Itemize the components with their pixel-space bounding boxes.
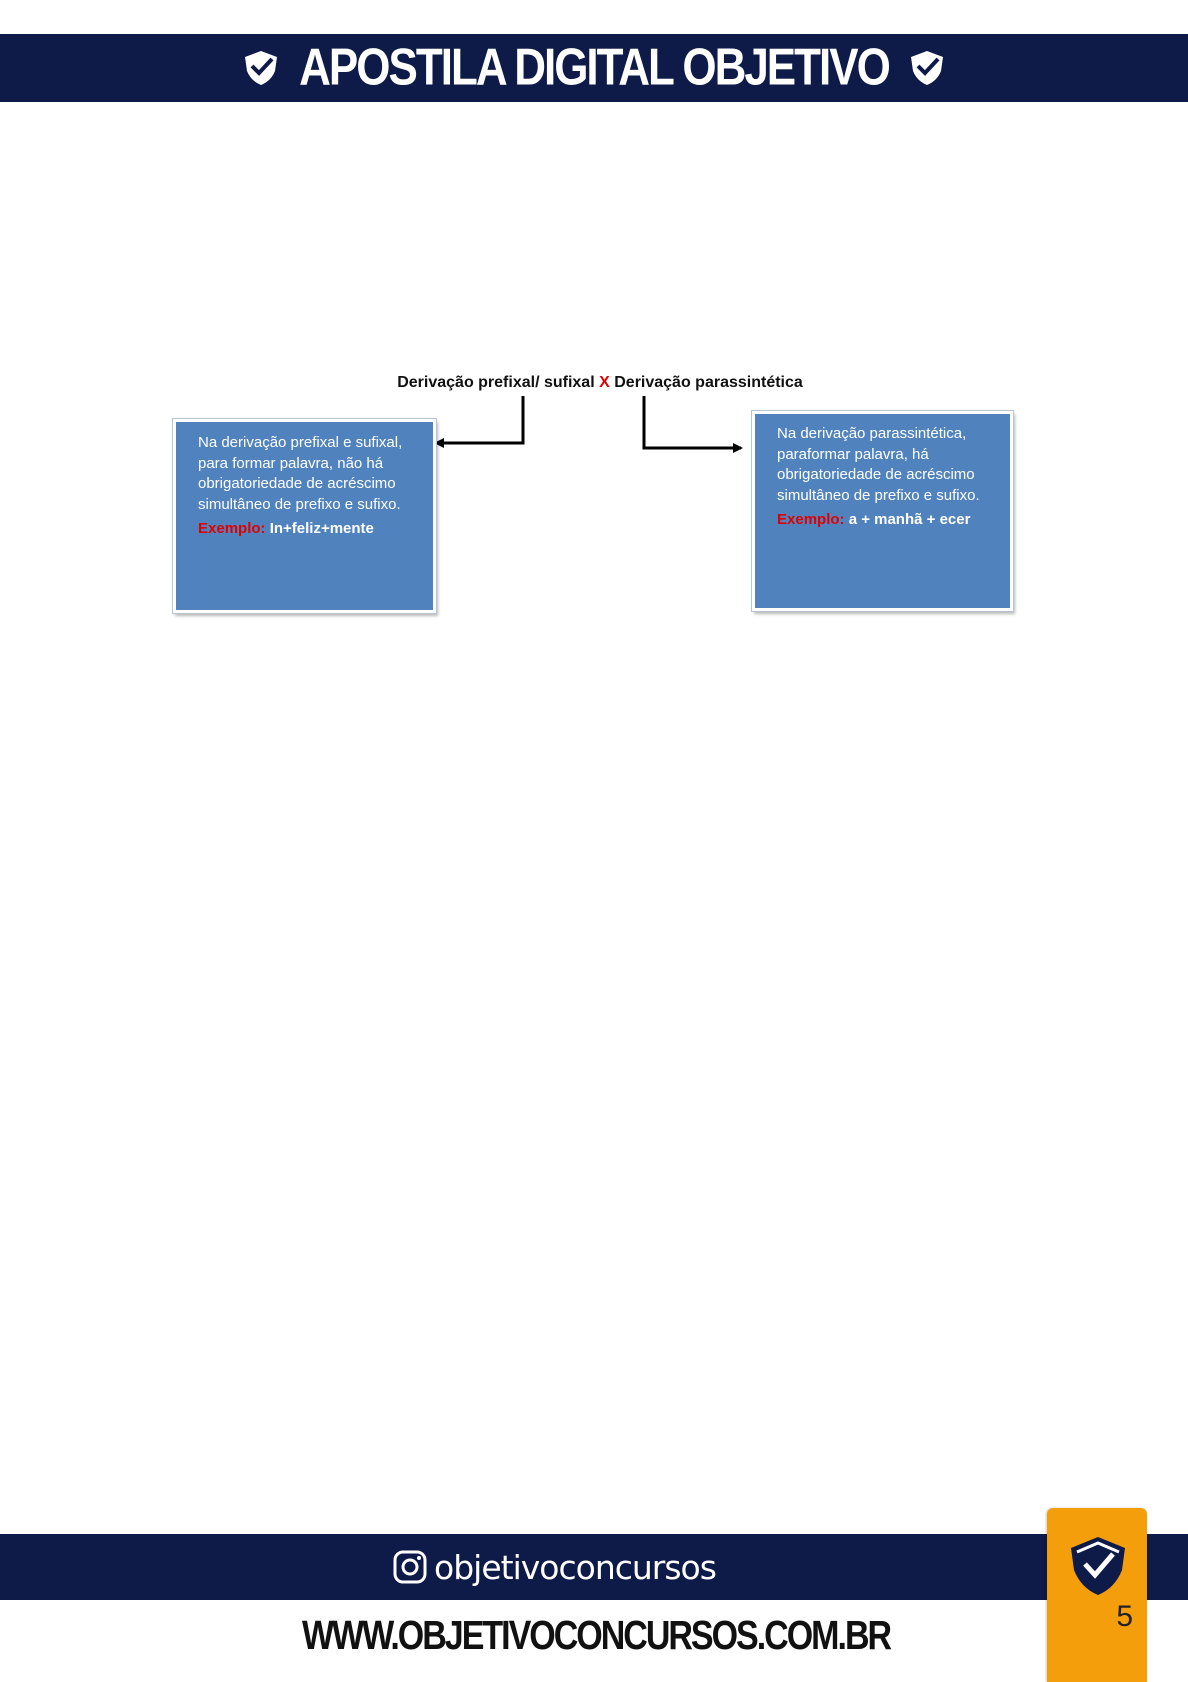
versus-mark: X xyxy=(599,374,610,391)
example-label: Exemplo: xyxy=(777,511,845,528)
website-url[interactable]: WWW.OBJETIVOCONCURSOS.COM.BR xyxy=(301,1613,891,1659)
heading-right-term: Derivação parassintética xyxy=(614,374,803,391)
left-box-example xyxy=(198,519,417,540)
example-value: In+feliz+mente xyxy=(269,520,374,537)
left-box-text: Na derivação prefixal e sufixal, para formar palavra, não há obrigatoriedade de acréscimo simultâneo de prefixo e sufixo. xyxy=(198,434,403,513)
footer-banner xyxy=(0,1534,1188,1600)
shield-check-icon xyxy=(1065,1534,1131,1598)
right-box-text: Na derivação parassintética, paraformar palavra, há obrigatoriedade de acréscimo simultâneo de prefixo e sufixo. xyxy=(777,425,980,504)
header-title: APOSTILA DIGITAL OBJETIVO xyxy=(299,38,889,97)
heading-left-term: Derivação prefixal/ sufixal xyxy=(397,374,595,391)
page-number: 5 xyxy=(1116,1600,1133,1633)
left-connector-arrow xyxy=(436,396,523,443)
right-connector-arrow xyxy=(644,396,741,448)
instagram-link[interactable] xyxy=(392,1548,716,1587)
instagram-icon xyxy=(392,1549,428,1585)
instagram-handle: objetivoconcursos xyxy=(434,1547,716,1587)
example-label: Exemplo: xyxy=(198,520,266,537)
right-box-example xyxy=(777,510,996,531)
example-value: a + manhã + ecer xyxy=(848,511,971,528)
left-explanation-box xyxy=(173,419,436,613)
page-number-tab xyxy=(1047,1508,1147,1682)
right-explanation-box xyxy=(752,411,1013,611)
